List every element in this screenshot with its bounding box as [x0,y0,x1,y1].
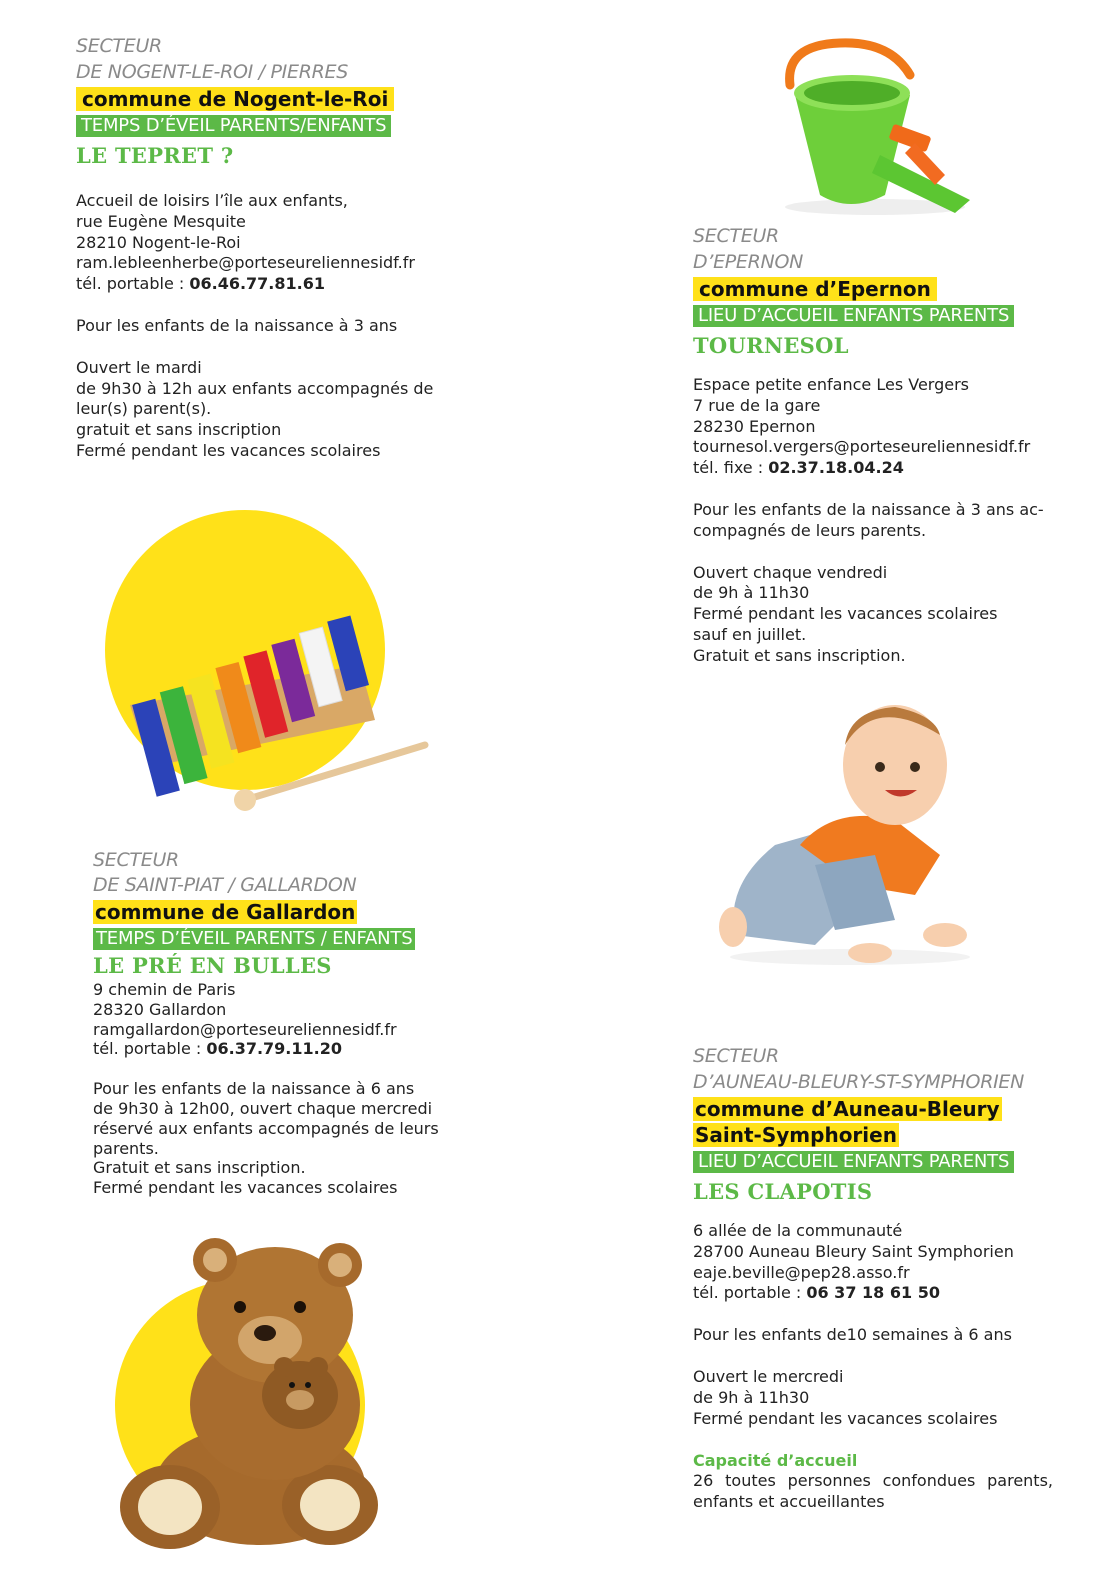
address-line: Accueil de loisirs l’île aux enfants, [76,191,348,210]
public-text: Pour les enfants de la naissance à 3 ans ac- [693,499,1044,519]
structure-name: LES CLAPOTIS [693,1179,873,1204]
address-line: Espace petite enfance Les Vergers [693,375,969,394]
email-link[interactable]: eaje.beville@pep28.asso.fr [693,1262,910,1282]
email-link[interactable]: tournesol.vergers@porteseureliennesidf.fr [693,437,1031,457]
hours-line: de 9h à 11h30 [693,1387,810,1407]
commune-highlight: Saint-Symphorien [695,1123,897,1147]
phone-number[interactable]: 06.37.79.11.20 [206,1039,342,1059]
hours-line: gratuit et sans inscription [76,420,282,440]
hours-line: leur(s) parent(s). [76,399,212,419]
address-line: 28320 Gallardon [93,999,227,1019]
structure-name: LE TEPRET ? [76,143,234,168]
email-link[interactable]: ramgallardon@porteseureliennesidf.fr [93,1019,397,1039]
commune-highlight: commune d’Auneau-Bleury [695,1097,1000,1121]
details [93,980,443,1198]
address-line: rue Eugène Mesquite [76,211,246,231]
phone-label: tél. portable : [693,1283,807,1303]
info-line: de 9h30 à 12h00, ouvert chaque mercredi [93,1098,433,1118]
hours-line: Ouvert chaque vendredi [693,562,888,582]
address-line: 9 chemin de Paris [93,980,236,999]
phone-number[interactable]: 06.46.77.81.61 [189,274,325,294]
secteur-name: D’AUNEAU-BLEURY-ST-SYMPHORIEN [693,1071,1025,1093]
capacity-text: 26 toutes personnes confondues parents, [693,1471,1053,1491]
details [76,191,496,462]
phone-line [693,458,1053,479]
bucket-toy-image [760,35,990,220]
section-nogent [76,33,496,462]
commune-highlight: commune de Gallardon [95,900,356,924]
hours-line: de 9h à 11h30 [693,583,810,603]
section-auneau [693,1043,1053,1513]
hours-line: Fermé pendant les vacances scolaires [693,604,998,624]
details [693,1221,1053,1513]
crawling-baby-image [705,695,975,970]
phone-line [76,274,496,295]
public-text: Pour les enfants de la naissance à 3 ans [76,315,398,335]
hours-line: de 9h30 à 12h aux enfants accompagnés de [76,378,434,398]
structure-type: LIEU D’ACCUEIL ENFANTS PARENTS [693,305,1014,327]
secteur-name: D’EPERNON [693,251,804,273]
capacity-title: Capacité d’accueil [693,1451,858,1471]
phone-label: tél. portable : [76,274,190,294]
hours-line: Ouvert le mercredi [693,1366,844,1386]
phone-line [693,1283,1053,1304]
secteur-label: SECTEUR [693,225,779,247]
secteur-label: SECTEUR [76,35,162,57]
section-gallardon [93,848,443,1198]
structure-type: TEMPS D’ÉVEIL PARENTS / ENFANTS [93,928,415,950]
info-line: réservé aux enfants accompagnés de leurs [93,1118,439,1138]
secteur-name: DE SAINT-PIAT / GALLARDON [93,874,357,896]
address-line: 28700 Auneau Bleury Saint Symphorien [693,1241,1014,1261]
xylophone-image [100,505,440,825]
email-link[interactable]: ram.lebleenherbe@porteseureliennesidf.fr [76,253,415,273]
structure-type: TEMPS D’ÉVEIL PARENTS/ENFANTS [76,115,391,137]
commune-highlight: commune de Nogent-le-Roi [76,87,394,111]
hours-line: Ouvert le mardi [76,357,202,377]
section-epernon [693,223,1053,667]
phone-line [93,1039,443,1059]
phone-number[interactable]: 02.37.18.04.24 [768,458,904,478]
public-text: compagnés de leurs parents. [693,520,927,540]
phone-label: tél. portable : [93,1039,207,1059]
structure-name: LE PRÉ EN BULLES [93,953,332,978]
info-line: Gratuit et sans inscription. [93,1158,306,1178]
secteur-label: SECTEUR [93,849,179,871]
hours-line: Fermé pendant les vacances scolaires [693,1408,998,1428]
secteur-name: DE NOGENT-LE-ROI / PIERRES [76,61,348,83]
address-line: 28230 Epernon [693,416,816,436]
details [693,375,1053,667]
structure-type: LIEU D’ACCUEIL ENFANTS PARENTS [693,1151,1014,1173]
info-line: Fermé pendant les vacances scolaires [93,1178,398,1198]
teddy-bear-image [100,1235,390,1550]
address-line: 6 allée de la communauté [693,1221,903,1240]
phone-label: tél. fixe : [693,458,769,478]
structure-name: TOURNESOL [693,333,849,358]
address-line: 7 rue de la gare [693,395,821,415]
hours-line: Gratuit et sans inscription. [693,645,906,665]
info-line: Pour les enfants de la naissance à 6 ans [93,1079,415,1099]
hours-line: sauf en juillet. [693,624,807,644]
phone-number[interactable]: 06 37 18 61 50 [806,1283,940,1303]
commune-highlight: commune d’Epernon [693,277,937,301]
secteur-label: SECTEUR [693,1045,779,1067]
info-line: parents. [93,1138,159,1158]
capacity-text: enfants et accueillantes [693,1492,885,1512]
hours-line: Fermé pendant les vacances scolaires [76,440,381,460]
address-line: 28210 Nogent-le-Roi [76,232,241,252]
public-text: Pour les enfants de10 semaines à 6 ans [693,1325,1012,1345]
